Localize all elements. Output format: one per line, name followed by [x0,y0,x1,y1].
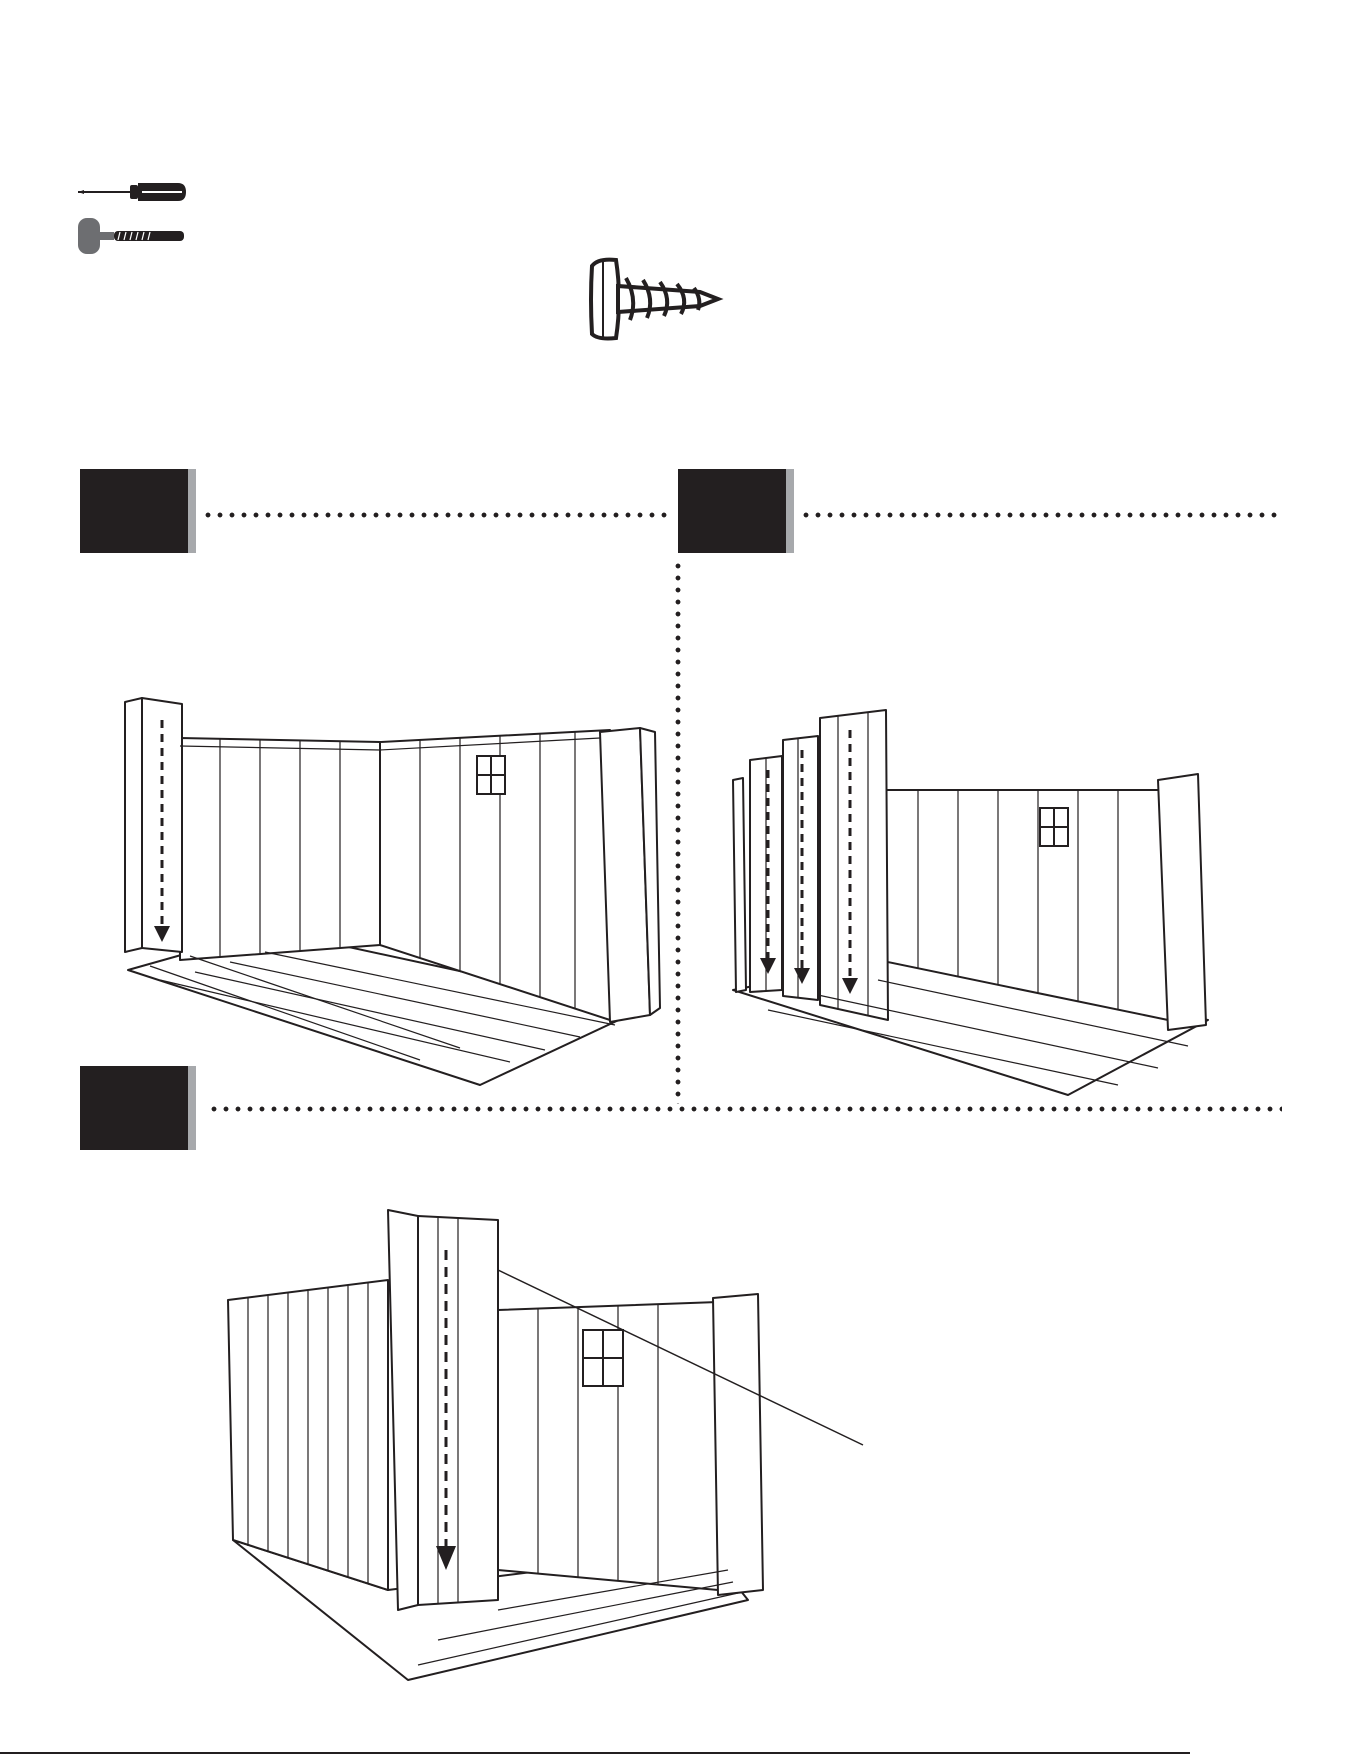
step-2-illustration [728,690,1228,1100]
step-3-illustration [228,1210,868,1685]
step-badge-2 [678,469,786,553]
step-1-illustration [120,690,660,1090]
dotted-divider [800,512,1282,518]
footer-rule [0,1752,1190,1754]
dotted-divider-vertical [675,560,681,1104]
step-number [80,469,188,553]
dotted-divider [202,512,670,518]
screw-icon [588,258,723,340]
dotted-divider [208,1106,1282,1112]
step-badge-1 [80,469,188,553]
step-number [678,469,786,553]
screwdriver-icon [78,180,188,204]
rubber-mallet-icon [78,218,188,254]
